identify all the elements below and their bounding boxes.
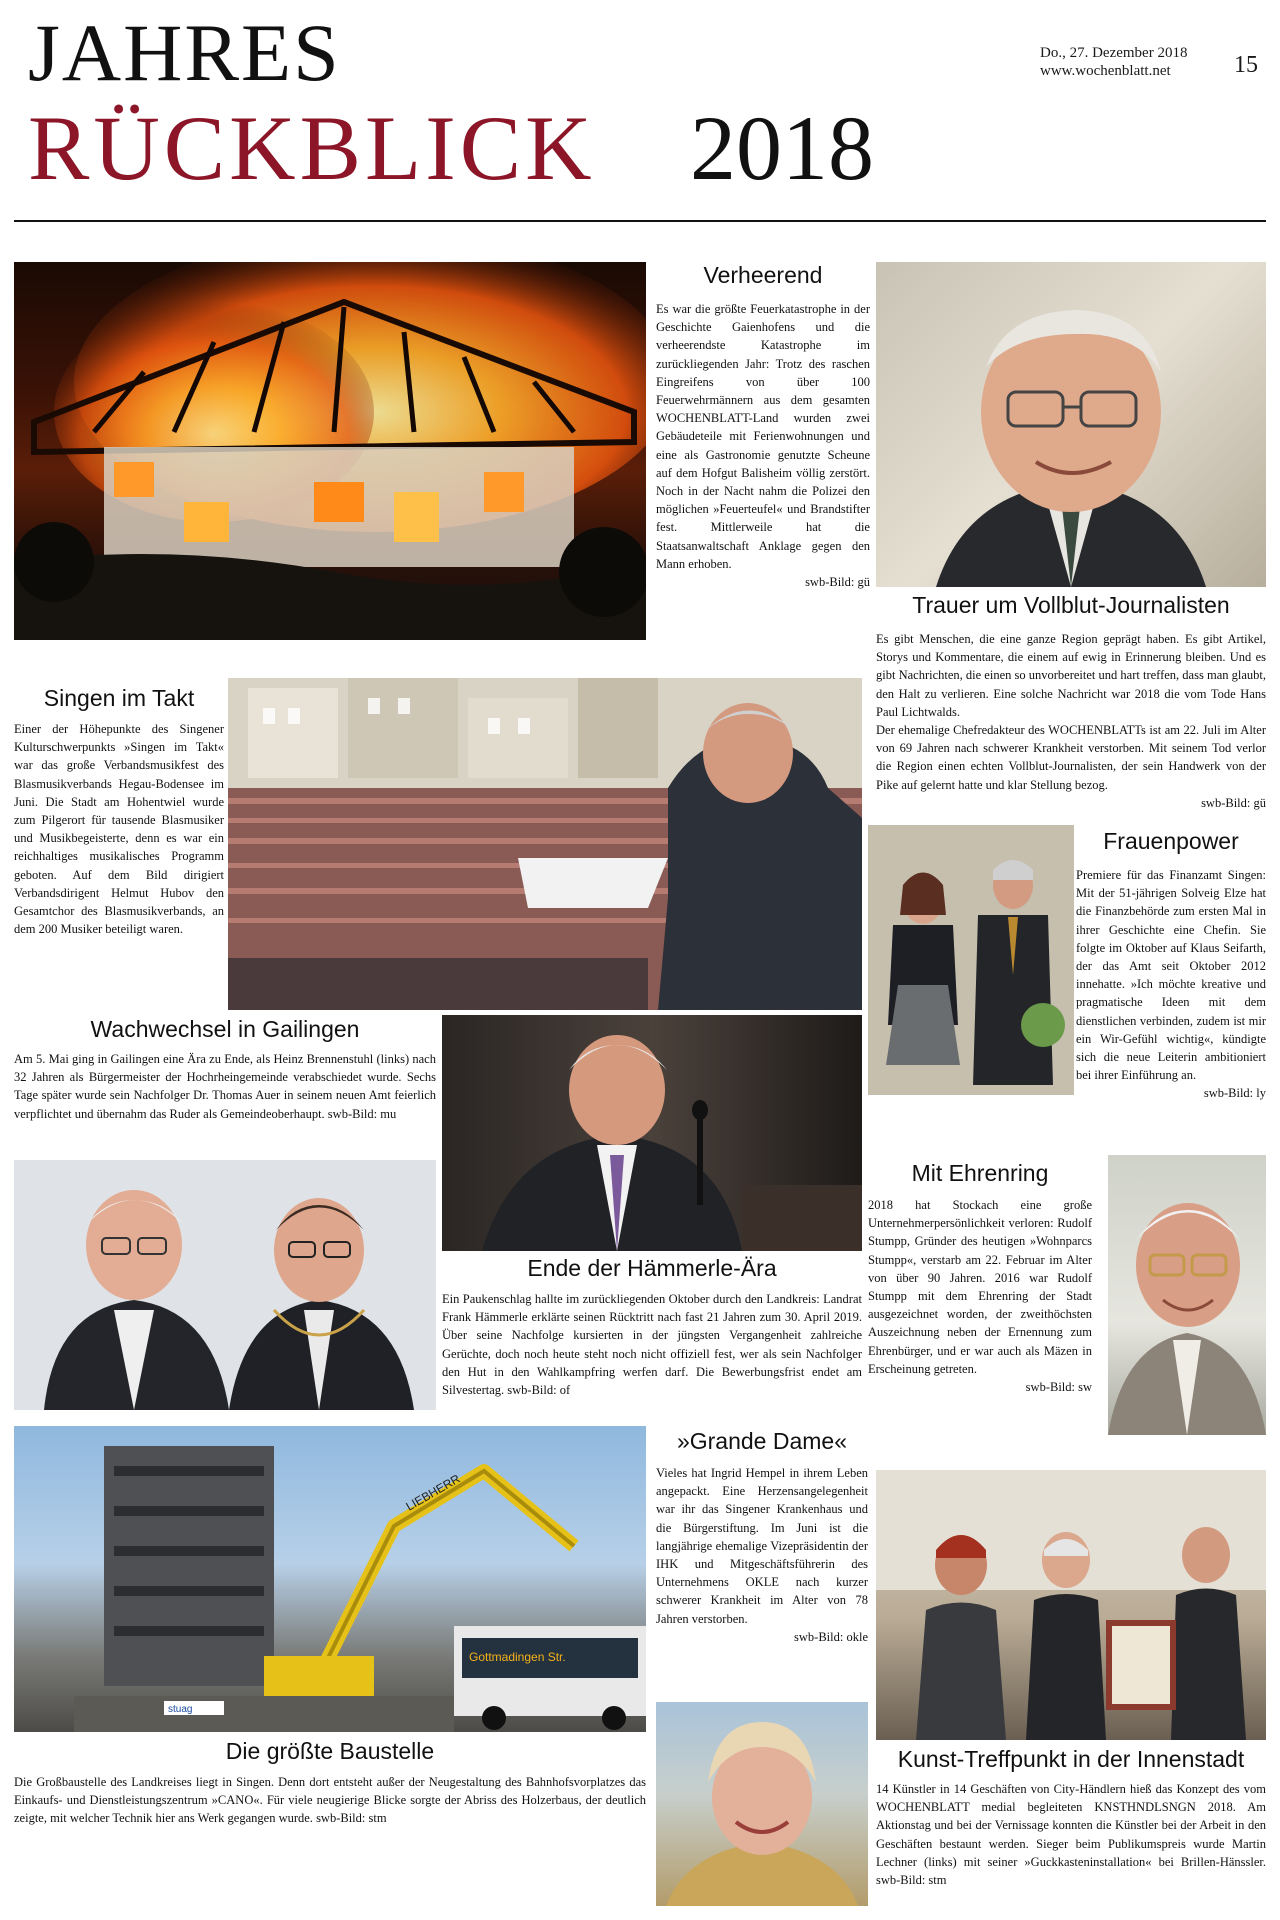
article-ende-text: Ein Paukenschlag hallte im zurückliegenden Oktober durch den Landkreis: Landrat Frank Hämmerle erklärte seinen Rücktritt nach fast 21 Jahren zum 30. April 2019. Über seine Nachfolge kursierten in der jüngsten Vergangenheit zahlreiche Gerüchte, doch noch heute steht noch nicht offiziell fest, wer als sein Nachfolger den Hut in den Wahlkampfring werfen darf. Die Bewerbungsfrist endet am Silvestertag. <box>442 1292 862 1398</box>
headline-frauenpower: Frauenpower <box>1103 828 1239 854</box>
photo-credit: swb-Bild: gü <box>805 575 870 590</box>
article-verheerend <box>656 300 870 591</box>
article-baustelle <box>14 1773 646 1828</box>
photo-credit: swb-Bild: mu <box>327 1106 397 1121</box>
headline-baustelle: Die größte Baustelle <box>225 1738 435 1764</box>
headline-trauer: Trauer um Vollblut-Journalisten <box>912 592 1230 618</box>
page-number: 15 <box>1234 52 1258 78</box>
headline-grande-dame: »Grande Dame« <box>676 1428 848 1454</box>
article-ehrenring-text: 2018 hat Stockach eine große Unternehmerpersönlichkeit verloren: Rudolf Stumpp, Gründer des heutigen »Wohnparcs Stumpp«, verstarb am 22. Februar im Alter von über 90 Jahren. 2016 war Rudolf Stumpp mit dem Ehrenring der Stadt ausgezeichnet worden, der zweithöchsten Auszeichnung neben der Ernennung zum Ehrenbürger, und er war auch als Mäzen in Erscheinung getreten. <box>868 1198 1092 1376</box>
issue-info <box>1040 44 1187 80</box>
kunst-illustration <box>876 1470 1266 1740</box>
finanzamt-illustration <box>868 825 1074 1095</box>
fire-illustration <box>14 262 646 640</box>
article-trauer-text: Es gibt Menschen, die eine ganze Region geprägt haben. Es gibt Artikel, Storys und Kommentare, die einem auf ewig in Erinnerung bleiben. Und es gibt Nachrichten, die einen so unvorbereitet und hart treffen, dass man glaubt, den Halt zu verlieren. Eine solche Nachricht war 2018 die vom Tode Hans Paul Lichtwalds. <box>876 632 1266 719</box>
article-verheerend-text: Es war die größte Feuerkatastrophe in der Geschichte Gaienhofens und die verheerendste Katastrophe im zurückliegenden Jahr: Trotz des raschen Eingreifens von über 100 Feuerwehrmännern aus dem gesamten WOCHENBLATT-Land wurden zwei Gebäudeteile mit Ferienwohnungen und eine als Gastronomie genutzte Scheune auf dem Hofgut Balisheim völlig zerstört. Noch in der Nacht nahm die Polizei den möglichen »Feuerteufel« und Brandstifter fest. Mittlerweile hat die Staatsanwaltschaft Anklage gegen den Mann erhoben. <box>656 302 870 571</box>
article-ehrenring <box>868 1196 1092 1396</box>
fire-photo <box>14 262 646 640</box>
landrat-photo <box>442 1015 862 1251</box>
article-singen <box>14 720 224 938</box>
hempel-portrait-photo <box>656 1702 868 1906</box>
article-frauenpower <box>1076 866 1266 1103</box>
headline-singen: Singen im Takt <box>43 685 195 711</box>
bus-destination-label: Gottmadingen Str. <box>469 1650 566 1664</box>
masthead-divider <box>14 220 1266 222</box>
finanzamt-photo <box>868 825 1074 1095</box>
hempel-illustration <box>656 1702 868 1906</box>
photo-credit: swb-Bild: ly <box>1203 1086 1266 1101</box>
article-singen-text: Einer der Höhepunkte des Singener Kulturschwerpunkts »Singen im Takt« war das große Verbandsmusikfest des Blasmusikverbands Hegau-Bodensee im Juni. Die Stadt am Hohentwiel wurde zum Pilgerort für tausende Blasmusiker und Musikbegeisterte, denn es war ein reichhaltiges musikalisches Programm geboten. Auf dem Bild dirigiert Verbandsdirigent Helmut Hubov den Gesamtchor des Blasmusikverbands, an dem 200 Musiker beteiligt waren. <box>14 722 224 937</box>
gailingen-illustration <box>14 1160 436 1410</box>
article-baustelle-text: Die Großbaustelle des Landkreises liegt in Singen. Denn dort entsteht außer der Neugestaltung des Bahnhofsvorplatzes das Einkaufs- und Dienstleistungszentrum »CANO«. Für viele neugierige Blicke sorgte der Abriss des Holzerbaus, der deutlich zeigte, mit welcher Technik hier ans Werk gegangen wurde. <box>14 1775 646 1826</box>
photo-credit: swb-Bild: of <box>507 1383 571 1398</box>
gailingen-photo <box>14 1160 436 1410</box>
article-kunst <box>876 1780 1266 1889</box>
masthead-title-line1: JAHRES <box>28 7 341 98</box>
headline-wachwechsel: Wachwechsel in Gailingen <box>90 1016 360 1042</box>
article-kunst-text: 14 Künstler in 14 Geschäften von City-Händlern hieß das Konzept des vom WOCHENBLATT medial begleiteten KNSTHNDLSNGN 2018. Am Aktionstag und bei der Vernissage konnten die Künstler bei der Arbeit in den Geschäften bestaunt werden. Sieger beim Publikumspreis wurde Martin Lechner (links) mit seiner »Guckkasteninstallation« bei Brillen-Hänssler. <box>876 1782 1266 1869</box>
photo-credit: swb-Bild: gü <box>1201 795 1266 810</box>
article-ende <box>442 1290 862 1399</box>
headline-verheerend: Verheerend <box>703 262 823 288</box>
photo-credit: swb-Bild: stm <box>316 1811 387 1826</box>
article-trauer <box>876 630 1266 812</box>
article-frauenpower-text: Premiere für das Finanzamt Singen: Mit der 51-jährigen Solveig Elze hat die Finanzbehörde zum ersten Mal in ihrer Geschichte eine Chefin. Sie folgte im Oktober auf Klaus Seifarth, der das Amt seit Oktober 2012 innehatte. »Ich möchte kreative und pragmatische Ideen mit dem dienstlichen verbinden, zudem ist mir ein Wir-Gefühl wichtig«, kündigte sich die neue Leiterin ambitioniert bei ihrer Einführung an. <box>1076 868 1266 1083</box>
issue-date: Do., 27. Dezember 2018 <box>1040 45 1188 61</box>
photo-credit: swb-Bild: okle <box>794 1629 868 1644</box>
stumpp-portrait-photo <box>1108 1155 1266 1435</box>
headline-kunst: Kunst-Treffpunkt in der Innenstadt <box>897 1746 1245 1772</box>
landrat-illustration <box>442 1015 862 1251</box>
masthead-year: 2018 <box>690 97 874 199</box>
stumpp-illustration <box>1108 1155 1266 1435</box>
masthead-title-line2: RÜCKBLICK <box>28 97 596 199</box>
photo-credit: swb-Bild: stm <box>876 1873 947 1888</box>
article-wachwechsel-text: Am 5. Mai ging in Gailingen eine Ära zu Ende, als Heinz Brennenstuhl (links) nach 32 Jahren als Bürgermeister der Hochrheingemeinde verabschiedet wurde. Sechs Tage später wurde sein Nachfolger Dr. Thomas Auer in seinem neuen Amt feierlich verpflichtet und übernahm das Ruder als Gemeindeoberhaupt. <box>14 1052 436 1121</box>
construction-photo <box>14 1426 646 1732</box>
crowd-illustration <box>228 678 862 1010</box>
website-link[interactable]: www.wochenblatt.net <box>1040 63 1171 79</box>
article-trauer-text-2: Der ehemalige Chefredakteur des WOCHENBLATTs ist am 22. Juli im Alter von 69 Jahren nach schwerer Krankheit verstorben. Mit seinem Tod verlor die Region einen echten Vollblut-Journalisten, der sein Handwerk von der Pike auf gelernt hatte und klar Stellung bezog. <box>876 723 1266 792</box>
crowd-photo <box>228 678 862 1010</box>
photo-credit: swb-Bild: sw <box>1025 1380 1092 1395</box>
kunst-photo <box>876 1470 1266 1740</box>
construction-illustration <box>14 1426 646 1732</box>
journalist-portrait-photo <box>876 262 1266 587</box>
article-wachwechsel <box>14 1050 436 1123</box>
article-grande-dame <box>656 1464 868 1646</box>
headline-ende: Ende der Hämmerle-Ära <box>527 1255 777 1281</box>
construction-sign-label: stuag <box>168 1704 193 1715</box>
headline-ehrenring: Mit Ehrenring <box>911 1160 1049 1186</box>
excavator-brand-label: LIEBHERR <box>403 1471 463 1514</box>
article-grande-dame-text: Vieles hat Ingrid Hempel in ihrem Leben angepackt. Eine Herzensangelegenheit war ihr das Singener Krankenhaus und die Bürgerstiftung. Im Juni ist die langjährige ehemalige Vizepräsidentin der IHK und Mitgeschäftsführerin des Unternehmens OKLE nach kurzer schwerer Krankheit im Alter von 78 Jahren verstorben. <box>656 1466 868 1626</box>
journalist-illustration <box>876 262 1266 587</box>
